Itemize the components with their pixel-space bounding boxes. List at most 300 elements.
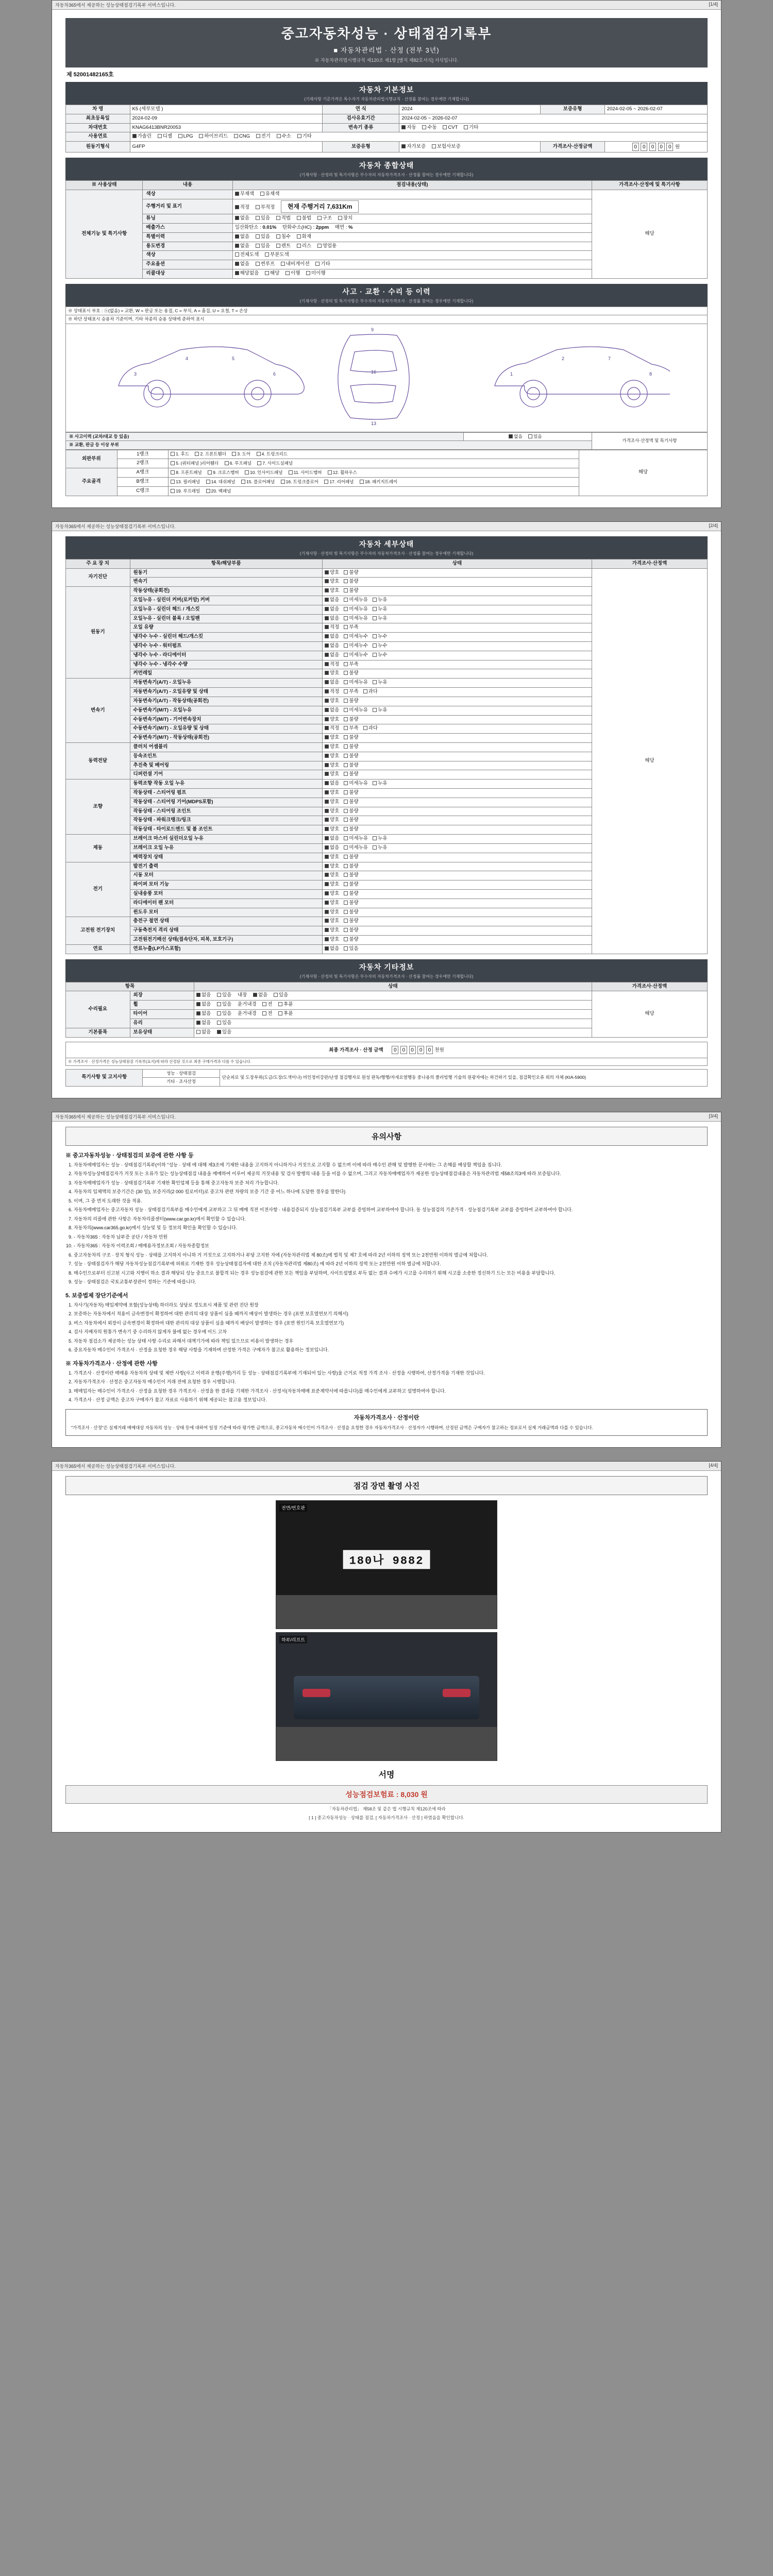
warranty-option-insurer[interactable]: 보험사보증 (432, 144, 461, 150)
detail-item-label: 오일누유 - 실린더 블록 / 오일팬 (130, 614, 323, 623)
notice-item: 3. 버스 자동차에서 외장이 금속변경이 확정하여 대한 관리의 대상 상품이 심을 때까지 배상이 발생하는 경우 (표면 원인기록 보호열연보기) (74, 1320, 708, 1327)
recall-option-done[interactable]: 이행 (285, 270, 300, 277)
colorchange-option-full[interactable]: 전체도색 (235, 252, 259, 259)
svg-text:4: 4 (186, 355, 189, 361)
recall-option-pending[interactable]: 미이행 (306, 270, 326, 277)
notice-item: 1. 자사기(자동차) 매입계약에 포함(성능상태) 하더라도 상담로 정도표시 제품 및 관련 진단 원장 (74, 1302, 708, 1309)
state-option-양호[interactable]: 양호 (325, 790, 339, 796)
wheel-rear[interactable]: 후륜 (278, 1002, 293, 1008)
recall-option-na[interactable]: 해당없음 (235, 270, 259, 277)
other-remark-value: 해당 (592, 991, 707, 1037)
detail-item-label: 브레이크 오일 누유 (130, 843, 323, 853)
wheel-none[interactable]: 없음 (196, 1002, 211, 1008)
col-content: 내용 (143, 181, 232, 190)
svg-text:5: 5 (232, 355, 235, 361)
notice-item: 6. 중요자동차 매수인이 가격조사 · 산정을 요청한 경우 해당 사항을 기재하며 산정한 가격은 구매자가 참고로 활용하는 정보입니다. (74, 1347, 708, 1354)
state-option-누유[interactable]: 누유 (373, 836, 387, 842)
state-option-적정[interactable]: 적정 (325, 624, 339, 631)
state-option-누수[interactable]: 누수 (373, 652, 387, 659)
transmission-option-manual[interactable]: 수동 (422, 125, 436, 131)
rank-level-2: 2랭크 (117, 459, 169, 468)
rank-group-frame: 주요골격 (66, 468, 117, 496)
price-survey-callout (65, 1409, 708, 1436)
tire-front[interactable]: 전 (262, 1011, 272, 1018)
state-option-미세누유[interactable]: 미세누유 (344, 845, 368, 852)
state-option-양호[interactable]: 양호 (325, 570, 339, 577)
notice-item: 8. 자동차의(www.car365.go.kr)에서 성능및 및 등 정보의 확인을 확인할 수 있습니다. (74, 1225, 708, 1232)
interior-none[interactable]: 없음 (253, 992, 267, 999)
overall-state-table (65, 180, 708, 279)
transmission-option-auto[interactable]: 자동 (401, 125, 416, 131)
state-option-양호[interactable]: 양호 (325, 753, 339, 760)
wheel-yes[interactable]: 있음 (217, 1002, 231, 1008)
state-option-불량[interactable]: 불량 (344, 670, 358, 677)
detail-item-label: 시동 모터 (130, 871, 323, 880)
part-side-member[interactable]: 11. 사이드멤버 (289, 470, 322, 476)
glass-none[interactable]: 없음 (196, 1020, 211, 1027)
fuel-option-gasoline[interactable]: 가솔린 (132, 133, 152, 140)
mainopt-option-etc[interactable]: 기타 (315, 261, 330, 268)
label-car-name: 차 명 (66, 105, 130, 114)
state-option-미세누유[interactable]: 미세누유 (344, 836, 368, 842)
state-option-없음[interactable]: 없음 (325, 616, 339, 622)
fuel-option-hybrid[interactable]: 하이브리드 (199, 133, 228, 140)
detail-item-label: 자동변속기(A/T) - 작동상태(공회전) (130, 697, 323, 706)
fuel-option-electric[interactable]: 전기 (256, 133, 271, 140)
detail-item-state (323, 899, 592, 908)
car-damage-diagram (65, 324, 708, 432)
state-option-불량[interactable]: 불량 (344, 927, 358, 934)
tire-yes[interactable]: 있음 (217, 1011, 231, 1018)
detail-item-state (323, 936, 592, 945)
state-option-불량[interactable]: 불량 (344, 900, 358, 907)
other-label-tire: 타이어 (130, 1010, 194, 1019)
special-option-flood[interactable]: 침수 (276, 234, 291, 241)
state-option-없음[interactable]: 없음 (325, 680, 339, 686)
usage-option-rent[interactable]: 렌트 (276, 243, 291, 250)
label-first-reg: 최초등록일 (66, 114, 130, 123)
detail-item-label: 작동상태 - 스티어링 펌프 (130, 789, 323, 798)
detail-item-state (323, 724, 592, 734)
mileage-option-improper[interactable]: 부적정 (256, 205, 275, 211)
page-2 (52, 521, 721, 1098)
special-option-yes[interactable]: 있음 (256, 234, 270, 241)
state-option-양호[interactable]: 양호 (325, 698, 339, 705)
state-option-불량[interactable]: 불량 (344, 891, 358, 897)
row-value-color (232, 190, 592, 199)
total-digit-2: 0 (400, 1046, 407, 1054)
state-option-누수[interactable]: 누수 (373, 643, 387, 650)
interior-yes[interactable]: 있음 (274, 992, 288, 999)
state-option-없음[interactable]: 없음 (325, 845, 339, 852)
row-value-color-change (232, 251, 592, 260)
state-option-불량[interactable]: 불량 (344, 937, 358, 943)
state-option-양호[interactable]: 양호 (325, 762, 339, 769)
mainopt-option-sunroof[interactable]: 썬루프 (256, 261, 275, 268)
state-option-양호[interactable]: 양호 (325, 579, 339, 585)
notice-item: 5. 이며, 그 중 먼저 도래한 것을 적용. (74, 1198, 708, 1205)
accident-remark-value: 해당 (579, 450, 707, 496)
detail-item-state (323, 660, 592, 669)
state-option-양호[interactable]: 양호 (325, 909, 339, 916)
usage-option-commercial[interactable]: 영업용 (317, 243, 337, 250)
row-label-color-change: 색상 (143, 251, 232, 260)
page-top-bar-3 (52, 1112, 721, 1122)
state-option-불량[interactable]: 불량 (344, 826, 358, 833)
page-3 (52, 1112, 721, 1448)
state-option-양호[interactable]: 양호 (325, 744, 339, 751)
detail-item-label: 수동변속기(M/T) - 작동상태(공회전) (130, 734, 323, 743)
state-option-양호[interactable]: 양호 (325, 900, 339, 907)
footer-note-2: [ 1 ] 중고자동차성능 · 상태를 점검, [ 자동차가격조사 · 산정 ] 하였음을 확인합니다. (309, 1815, 464, 1820)
state-option-양호[interactable]: 양호 (325, 854, 339, 861)
state-option-누유[interactable]: 누유 (373, 845, 387, 852)
mainopt-option-navi[interactable]: 내비게이션 (281, 261, 310, 268)
svg-text:6: 6 (273, 371, 276, 377)
accident-none[interactable]: 없음 (509, 434, 522, 439)
state-option-없음[interactable]: 없음 (325, 707, 339, 714)
part-floor-panel[interactable]: 15. 플로어패널 (241, 479, 275, 485)
state-option-미세누유[interactable]: 미세누유 (344, 606, 368, 613)
state-option-없음[interactable]: 없음 (325, 652, 339, 659)
svg-text:3: 3 (134, 371, 137, 377)
usage-option-none[interactable]: 없음 (235, 243, 249, 250)
state-option-양호[interactable]: 양호 (325, 863, 339, 870)
state-option-미세누수[interactable]: 미세누수 (344, 634, 368, 640)
state-option-불량[interactable]: 불량 (344, 744, 358, 751)
part-hood[interactable]: 1. 후드 (171, 451, 189, 457)
detail-item-state (323, 651, 592, 660)
notice-item: 9. 성능 · 상태점검은 국토교통부장관이 정하는 기준에 따릅니다. (74, 1279, 708, 1286)
detail-group-연료: 연료 (66, 944, 130, 954)
state-option-양호[interactable]: 양호 (325, 918, 339, 925)
state-option-없음[interactable]: 없음 (325, 634, 339, 640)
state-option-불량[interactable]: 불량 (344, 918, 358, 925)
section-detail-sub: (기재사항 · 산정의 및 특기사항은 부수자의 자동차가격조사 · 산정률 참여는 경우에만 기재합니다) (65, 551, 708, 559)
part-package-tray[interactable]: 18. 패키지트레이 (360, 479, 397, 485)
state-option-누유[interactable]: 누유 (373, 616, 387, 622)
state-option-부족[interactable]: 부족 (344, 624, 358, 631)
photo-page-title: 점검 장면 촬영 사진 (65, 1476, 708, 1495)
basic-yes[interactable]: 있음 (217, 1029, 231, 1036)
row-value-tuning (232, 214, 592, 224)
detail-item-label: 와이퍼 모터 기능 (130, 880, 323, 890)
callout-text: "가격조사 · 산정"은 실제거래 매매대상 자동차의 성능 · 상태 등에 대하여 일정 기준에 따라 평가한 금액으로, 중고자동차 매수인이 가격조사 · 산정을 요청한 경우 자동차가격조사 · 산정자가 시행하며, 산정된 금액은 구매자가 참고하는 정보로서 실제 거래금액과 다를 수 있습니다. (71, 1425, 593, 1431)
exterior-none[interactable]: 없음 (196, 992, 211, 999)
state-option-누유[interactable]: 누유 (373, 781, 387, 787)
tuning-option-none[interactable]: 없음 (235, 215, 249, 222)
special-note-label: 특기사항 및 고지사항 (66, 1069, 143, 1086)
part-side-sill[interactable]: 7. 사이드실패널 (257, 461, 293, 466)
label-transmission: 변속기 종류 (323, 123, 399, 132)
label-inspection-valid: 검사유효기간 (323, 114, 399, 123)
label-fuel: 사용연료 (66, 132, 130, 142)
detail-group-제동: 제동 (66, 835, 130, 862)
part-front-fender[interactable]: 2. 프론트휀더 (195, 451, 226, 457)
notice-item: 2. 자동차가격조사 · 산정은 중고자동차 매수인이 거래 전에 요청한 경우 시행합니다. (74, 1379, 708, 1386)
recall-option-yes[interactable]: 해당 (265, 270, 279, 277)
value-year: 2024 (399, 105, 541, 114)
state-option-미세누유[interactable]: 미세누유 (344, 707, 368, 714)
tuning-option-yes[interactable]: 있음 (256, 215, 270, 222)
transmission-option-etc[interactable]: 기타 (464, 125, 478, 131)
color-option-chromatic[interactable]: 유채색 (260, 191, 280, 198)
value-vin: KNAG6413BNR20053 (130, 123, 323, 132)
special-option-fire[interactable]: 화재 (297, 234, 311, 241)
part-front-panel[interactable]: 8. 프론트패널 (171, 470, 202, 476)
label-price-survey: 가격조사·산정금액 (541, 142, 605, 152)
usage-option-lease[interactable]: 리스 (297, 243, 311, 250)
state-option-불량[interactable]: 불량 (344, 799, 358, 806)
part-door[interactable]: 3. 도어 (232, 451, 250, 457)
state-option-불량[interactable]: 불량 (344, 717, 358, 723)
state-option-불량[interactable]: 불량 (344, 872, 358, 879)
detail-state-table (65, 559, 708, 954)
state-option-누수[interactable]: 누수 (373, 634, 387, 640)
section-accident-header: 사고 · 교환 · 수리 등 이력 (65, 284, 708, 298)
row-value-special-history (232, 232, 592, 242)
svg-text:8: 8 (649, 371, 652, 377)
tuning-option-device[interactable]: 장치 (338, 215, 352, 222)
notice-list-1 (74, 1162, 708, 1250)
state-option-불량[interactable]: 불량 (344, 808, 358, 815)
state-option-과다[interactable]: 과다 (363, 689, 378, 696)
notice-item: 1. 가격조사 · 산정이란 매매용 자동차의 상태 및 제반 사항(사고 이력과 운행(주행)거리 등 성능 · 상태점검기록부에 기재되어 있는 사항)을 근거로 적정 가격 조사 · 산정을 시행하여, 산정가격을 기재한 것입니다. (74, 1370, 708, 1377)
detail-item-state (323, 614, 592, 623)
state-option-양호[interactable]: 양호 (325, 735, 339, 741)
detail-item-label: 브레이크 마스터 실린더오일 누유 (130, 835, 323, 844)
detail-item-state (323, 880, 592, 890)
state-option-없음[interactable]: 없음 (325, 643, 339, 650)
fuel-option-diesel[interactable]: 디젤 (158, 133, 172, 140)
detail-state-body (66, 568, 708, 954)
detail-item-state (323, 862, 592, 871)
state-option-누유[interactable]: 누유 (373, 707, 387, 714)
basic-none[interactable]: 없음 (196, 1029, 211, 1036)
tuning-option-illegal[interactable]: 불법 (297, 215, 311, 222)
other-label-basic-state: 보유상태 (130, 1028, 194, 1037)
notice-item: 4. 가격조사 · 산정 금액은 중고차 구매자가 참고 자료로 사용하기 위해 제공되는 참고용 정보입니다. (74, 1397, 708, 1404)
accident-parts-table (65, 432, 708, 450)
detail-item-state (323, 623, 592, 633)
part-trunk-lid[interactable]: 4. 트렁크리드 (257, 451, 288, 457)
page-top-bar-2 (52, 522, 721, 531)
state-option-불량[interactable]: 불량 (344, 570, 358, 577)
state-option-양호[interactable]: 양호 (325, 817, 339, 824)
usage-option-yes[interactable]: 있음 (256, 243, 270, 250)
detail-group-조향: 조향 (66, 779, 130, 835)
detail-item-state (323, 843, 592, 853)
state-option-불량[interactable]: 불량 (344, 588, 358, 595)
special-note-line2: 기타 · 조사산정 (143, 1078, 220, 1086)
state-option-없음[interactable]: 없음 (325, 781, 339, 787)
state-option-있음[interactable]: 있음 (344, 946, 358, 953)
state-option-불량[interactable]: 불량 (344, 817, 358, 824)
color-option-achromatic[interactable]: 무채색 (235, 191, 255, 198)
state-option-불량[interactable]: 불량 (344, 579, 358, 585)
state-option-미세누유[interactable]: 미세누유 (344, 781, 368, 787)
special-option-none[interactable]: 없음 (235, 234, 249, 241)
state-option-양호[interactable]: 양호 (325, 799, 339, 806)
state-option-미세누유[interactable]: 미세누유 (344, 680, 368, 686)
notice-list-2 (74, 1252, 708, 1286)
part-roof-rail[interactable]: 19. 루프레일 (171, 488, 200, 494)
part-pillar-panel[interactable]: 13. 필러패널 (171, 479, 200, 485)
other-value-wheel (194, 1001, 592, 1010)
detail-item-label: 연료누출(LP가스포함) (130, 944, 323, 954)
part-inside-panel[interactable]: 10. 인사이드패널 (245, 470, 282, 476)
state-option-불량[interactable]: 불량 (344, 854, 358, 861)
col-usage: ※ 사용상태 (66, 181, 143, 190)
state-option-불량[interactable]: 불량 (344, 762, 358, 769)
state-option-양호[interactable]: 양호 (325, 588, 339, 595)
detail-item-state (323, 908, 592, 917)
part-roof-panel[interactable]: 6. 루프패널 (225, 461, 251, 466)
state-option-불량[interactable]: 불량 (344, 909, 358, 916)
mainopt-option-none[interactable]: 없음 (235, 261, 249, 268)
state-option-양호[interactable]: 양호 (325, 826, 339, 833)
detail-item-label: 클러치 어셈블리 (130, 742, 323, 752)
state-option-불량[interactable]: 불량 (344, 790, 358, 796)
state-option-미세누수[interactable]: 미세누수 (344, 643, 368, 650)
document-number: 제 52001482165호 (66, 72, 114, 78)
wheel-front[interactable]: 전 (262, 1002, 272, 1008)
detail-item-state (323, 706, 592, 715)
state-option-누유[interactable]: 누유 (373, 597, 387, 604)
label-warranty: 보증유형 (541, 105, 605, 114)
state-option-부족[interactable]: 부족 (344, 689, 358, 696)
total-digit-5: 0 (426, 1046, 433, 1054)
rank-items-b (169, 478, 579, 487)
photo-taillamp-left (303, 1689, 330, 1697)
part-quarter-panel[interactable]: 5. (쿼터패널 )리어휀더 (171, 461, 219, 466)
state-option-미세누수[interactable]: 미세누수 (344, 652, 368, 659)
page-1 (52, 0, 721, 508)
rank-level-a: A랭크 (117, 468, 169, 478)
label-warranty-type: 보증유형 (323, 142, 399, 152)
accident-parts-note: ※ 교환, 판금 등 이상 부위 (66, 441, 592, 449)
state-option-미세누유[interactable]: 미세누유 (344, 597, 368, 604)
rank-level-b: B랭크 (117, 478, 169, 487)
part-wheel-house[interactable]: 12. 휠하우스 (328, 470, 357, 476)
state-option-양호[interactable]: 양호 (325, 670, 339, 677)
row-value-recall (232, 269, 592, 278)
transmission-option-cvt[interactable]: CVT (443, 125, 458, 131)
state-option-불량[interactable]: 불량 (344, 735, 358, 741)
total-digit-3: 0 (409, 1046, 416, 1054)
detail-item-state (323, 578, 592, 587)
photo-label-underbody: 하부/리프트 (279, 1636, 307, 1643)
notice-item: 7. 자동차의 리콜에 관한 사항은 자동차리콜센터(www.car.go.kr)에서 확인할 수 있습니다. (74, 1216, 708, 1223)
colorchange-option-partial[interactable]: 부분도색 (265, 252, 289, 259)
state-option-양호[interactable]: 양호 (325, 882, 339, 888)
part-cross-member[interactable]: 9. 크로스멤버 (208, 470, 239, 476)
overall-remark-value: 해당 (592, 190, 707, 279)
state-option-양호[interactable]: 양호 (325, 927, 339, 934)
label-engine-type: 원동기형식 (66, 142, 130, 152)
part-back-panel[interactable]: 20. 백패널 (206, 488, 231, 494)
state-option-없음[interactable]: 없음 (325, 597, 339, 604)
col-remark: 가격조사·산정에 및 특기사항 (592, 181, 707, 190)
col-other-item: 항목 (66, 982, 194, 991)
state-option-양호[interactable]: 양호 (325, 872, 339, 879)
notice-list-3 (74, 1302, 708, 1354)
state-option-적정[interactable]: 적정 (325, 662, 339, 668)
tuning-option-structure[interactable]: 구조 (317, 215, 332, 222)
detail-item-state (323, 816, 592, 825)
notice-item: 1. 자동차에매업자는 성능 · 상태점검기록부(이하 "성능 · 상태 에 대해 제3조에 기재한 내용을 고지하지 아니하거나 거짓으로 고지할 수 없으며 이에 따라 매수인 관해 및 발행한 문서에는 그 손해를 배상할 책임을 집니다. (74, 1162, 708, 1169)
part-trunk-floor[interactable]: 16. 트렁크플로어 (281, 479, 318, 485)
exterior-yes[interactable]: 있음 (217, 992, 231, 999)
state-option-과다[interactable]: 과다 (363, 725, 378, 732)
state-option-부족[interactable]: 부족 (344, 725, 358, 732)
state-option-적정[interactable]: 적정 (325, 689, 339, 696)
state-option-없음[interactable]: 없음 (325, 606, 339, 613)
state-option-양호[interactable]: 양호 (325, 771, 339, 778)
detail-item-label: 충전구 절연 상태 (130, 917, 323, 926)
fuel-option-etc[interactable]: 기타 (297, 133, 312, 140)
fuel-option-hydrogen[interactable]: 수소 (277, 133, 291, 140)
notice-page-title: 유의사항 (65, 1127, 708, 1146)
part-dash-panel[interactable]: 14. 대쉬패널 (206, 479, 236, 485)
state-option-미세누유[interactable]: 미세누유 (344, 616, 368, 622)
detail-item-state (323, 825, 592, 835)
detail-item-label: 작동상태 - 타이로드엔드 및 볼 조인트 (130, 825, 323, 835)
warranty-option-self[interactable]: 자가보증 (401, 144, 426, 150)
mileage-option-proper[interactable]: 적정 (235, 205, 249, 211)
state-option-불량[interactable]: 불량 (344, 863, 358, 870)
fuel-option-lpg[interactable]: LPG (178, 133, 193, 140)
accident-yes[interactable]: 있음 (528, 434, 542, 439)
state-option-없음[interactable]: 없음 (325, 836, 339, 842)
page-subtitle: ■ 자동차관리법 · 산정 (전부 3년) (333, 46, 440, 54)
detail-item-state (323, 568, 592, 578)
state-option-없음[interactable]: 없음 (325, 946, 339, 953)
tire-none[interactable]: 없음 (196, 1011, 211, 1018)
detail-item-state (323, 770, 592, 779)
window-left-text-2: 자동차365에서 제공하는 성능상태점검기록부 서비스입니다. (55, 523, 176, 529)
state-option-누유[interactable]: 누유 (373, 606, 387, 613)
section-detail-header: 자동차 세부상태 (65, 536, 708, 551)
fuel-option-cng[interactable]: CNG (234, 133, 250, 140)
state-option-양호[interactable]: 양호 (325, 937, 339, 943)
state-option-적정[interactable]: 적정 (325, 725, 339, 732)
row-label-tuning: 튜닝 (143, 214, 232, 224)
state-option-양호[interactable]: 양호 (325, 891, 339, 897)
state-option-양호[interactable]: 양호 (325, 717, 339, 723)
notice-item: 6. 자동차매매업자는 중고자동차 성능 · 상태점검기록부를 매수인에게 교부하고 그 뒤 매매 직전 이전사항 · 내용검증되지 성능점검기록부 교부를 증빙하여 교부하여야 합니다. 동 성능점검의 기준가격 · 성능점검기록부 교부를 증빙하여 교부하여야 합니다. (74, 1207, 708, 1214)
fee-label: 성능점검보험료 : (345, 1790, 399, 1799)
state-option-누유[interactable]: 누유 (373, 680, 387, 686)
page-top-bar-4 (52, 1462, 721, 1471)
fee-value: 8,030 원 (400, 1790, 428, 1799)
value-first-reg: 2024-02-09 (130, 114, 323, 123)
state-option-불량[interactable]: 불량 (344, 698, 358, 705)
state-option-불량[interactable]: 불량 (344, 882, 358, 888)
state-option-부족[interactable]: 부족 (344, 662, 358, 668)
state-option-양호[interactable]: 양호 (325, 808, 339, 815)
state-option-불량[interactable]: 불량 (344, 753, 358, 760)
glass-yes[interactable]: 있음 (217, 1020, 231, 1027)
detail-item-state (323, 669, 592, 679)
tuning-option-legal[interactable]: 적법 (276, 215, 291, 222)
accident-remark-header: 가격조사·산정액 및 특기사항 (592, 432, 707, 449)
state-option-불량[interactable]: 불량 (344, 771, 358, 778)
other-value-exterior (194, 991, 592, 1001)
part-rear-panel[interactable]: 17. 리어패널 (324, 479, 354, 485)
tire-rear[interactable]: 후륜 (278, 1011, 293, 1018)
detail-item-state (323, 642, 592, 651)
